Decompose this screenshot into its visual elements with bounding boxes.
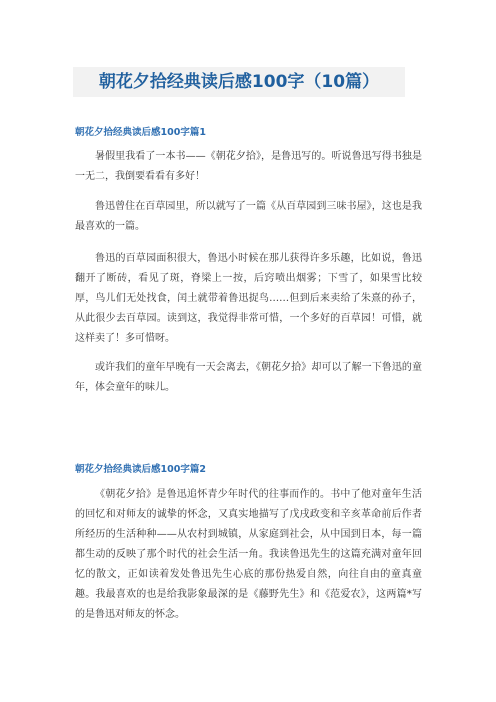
- section-1-paragraph-2: 鲁迅曾住在百草园里，所以就写了一篇《从百草园到三味书屋》，这也是我最喜欢的一篇。: [75, 201, 422, 232]
- title-banner: [73, 67, 405, 97]
- section-2-paragraph-1: 《朝花夕拾》是鲁迅追怀青少年时代的往事而作的。书中了他对童年生活的回忆和对师友的诚挚的怀念，又真实地描写了戊戌政变和辛亥革命前后作者所经历的生活种种——从农村到城镇，从家庭到社会，从中国到日本，每一篇都生动的反映了那个时代的社会生活一角。我读鲁迅先生的这篇充满对童年回忆的散文，正如读着发处鲁迅先生心底的那份热爱自然，向往自由的童真童趣。我最喜欢的也是给我影象最深的是《藤野先生》和《范爱农》，这两篇*写的是鲁迅对师友的怀念。: [75, 489, 422, 620]
- page-title: 朝花夕拾经典读后感100字（10篇）: [98, 72, 380, 92]
- section-1-paragraph-3: 鲁迅的百草园面积很大，鲁迅小时候在那儿获得许多乐趣，比如说，鲁迅翻开了断砖，看见了斑，脊梁上一按，后窍喷出烟雾；下雪了，如果雪比较厚，鸟儿们无处找食，闰土就带着鲁迅捉鸟……但到后来卖给了朱熹的孙子，从此很少去百草园。读到这，我觉得非常可惜，一个多好的百草园！可惜，就这样卖了！多可惜呀。: [75, 253, 422, 344]
- section-1-paragraph-4: 或许我们的童年早晚有一天会离去，《朝花夕拾》却可以了解一下鲁迅的童年，体会童年的味儿。: [75, 362, 422, 393]
- section-heading-2: 朝花夕拾经典读后感100字篇2: [75, 464, 206, 475]
- section-heading-1: 朝花夕拾经典读后感100字篇1: [75, 127, 206, 138]
- section-1-paragraph-1: 暑假里我看了一本书——《朝花夕拾》，是鲁迅写的。听说鲁迅写得书独是一无二，我倒要看看有多好！: [75, 151, 422, 182]
